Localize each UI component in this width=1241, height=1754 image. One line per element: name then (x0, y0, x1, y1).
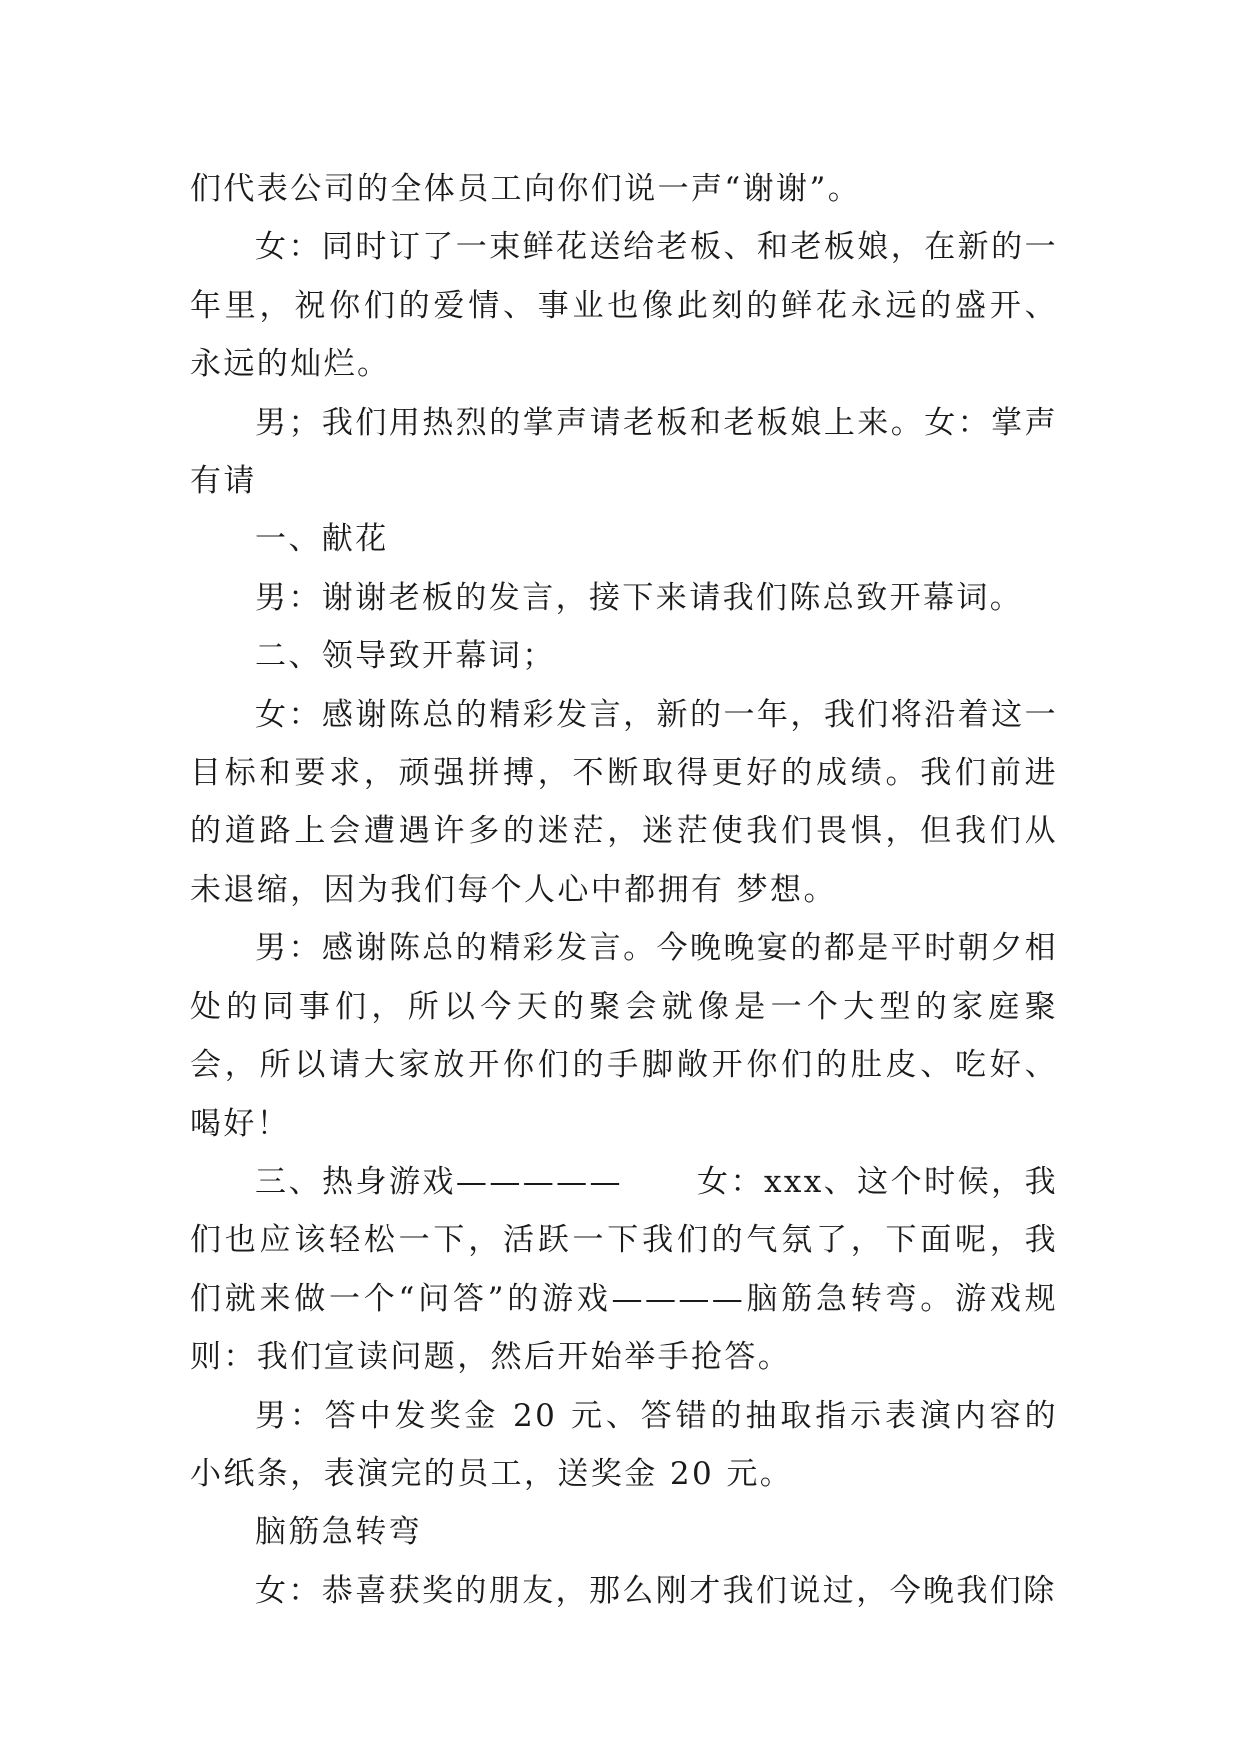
paragraph: 女：同时订了一束鲜花送给老板、和老板娘，在新的一年里，祝你们的爱情、事业也像此刻的鲜花永远的盛开、永远的灿烂。 (190, 229, 1058, 383)
paragraph: 女：恭喜获奖的朋友，那么刚才我们说过，今晚我们除 (255, 1572, 1057, 1609)
document-body (190, 160, 1058, 1620)
section-heading: 二、领导致开幕词； (255, 638, 556, 675)
paragraph: 女：感谢陈总的精彩发言，新的一年，我们将沿着这一目标和要求，顽强拼搏，不断取得更好的成绩。我们前进的道路上会遭遇许多的迷茫，迷茫使我们畏惧，但我们从未退缩，因为我们每个人心中都拥有 梦想。 (190, 696, 1058, 908)
paragraph: 男；我们用热烈的掌声请老板和老板娘上来。女：掌声有请 (190, 404, 1058, 500)
section-heading: 脑筋急转弯 (255, 1514, 422, 1551)
section-heading: 一、献花 (255, 521, 389, 558)
paragraph: 们代表公司的全体员工向你们说一声“谢谢”。 (190, 171, 862, 207)
paragraph: 男：谢谢老板的发言，接下来请我们陈总致开幕词。 (255, 579, 1024, 616)
paragraph: 三、热身游戏————— 女：xxx、这个时候，我们也应该轻松一下，活跃一下我们的气氛了，下面呢，我们就来做一个“问答”的游戏————脑筋急转弯。游戏规则：我们宣读问题，然后开始举手抢答。 (190, 1163, 1058, 1376)
paragraph: 男：答中发奖金 20 元、答错的抽取指示表演内容的小纸条，表演完的员工，送奖金 20 元。 (190, 1397, 1058, 1492)
paragraph: 男：感谢陈总的精彩发言。今晚晚宴的都是平时朝夕相处的同事们，所以今天的聚会就像是一个大型的家庭聚会，所以请大家放开你们的手脚敞开你们的肚皮、吃好、喝好！ (190, 930, 1058, 1142)
